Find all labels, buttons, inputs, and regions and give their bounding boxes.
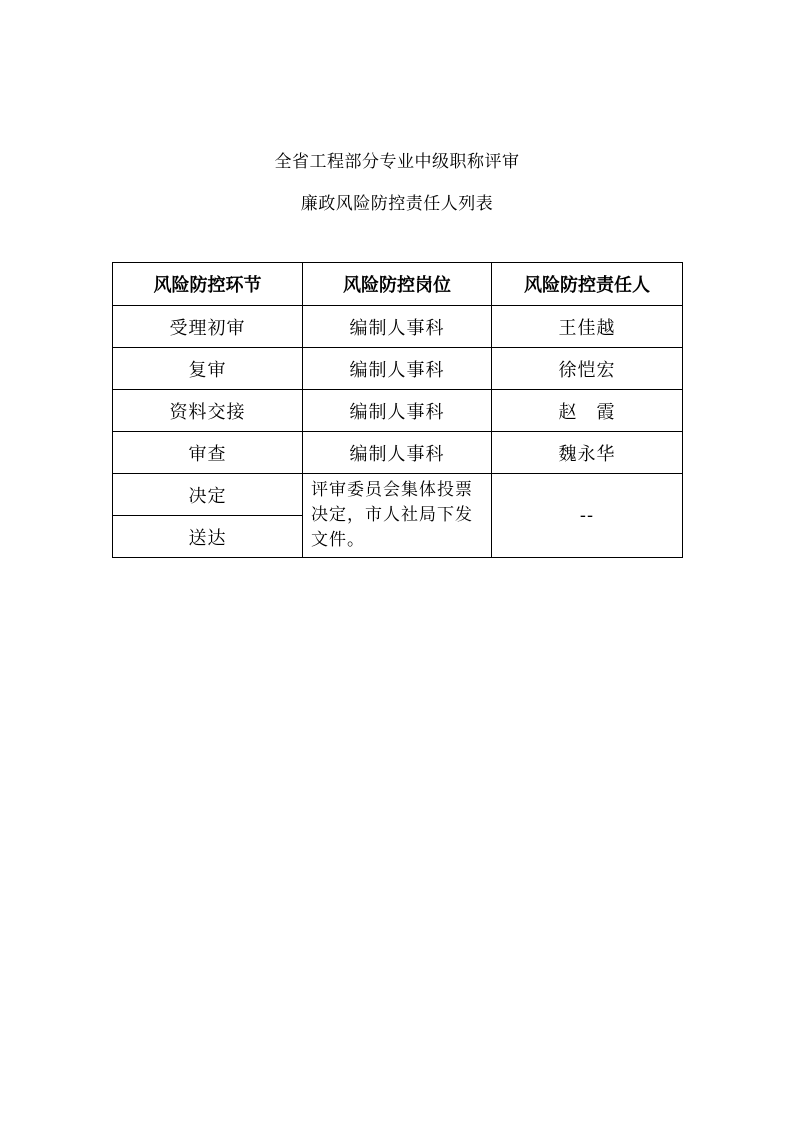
table-row: [113, 348, 683, 390]
table-row: [113, 432, 683, 474]
header-stage: 风险防控环节: [113, 263, 303, 306]
document-title-line2: 廉政风险防控责任人列表: [300, 194, 494, 214]
cell-stage: 审查: [113, 432, 303, 474]
table-header-row: [113, 263, 683, 306]
cell-position: 编制人事科: [303, 390, 492, 432]
cell-person: 赵 霞: [492, 390, 683, 432]
header-person: 风险防控责任人: [492, 263, 683, 306]
cell-merged-position: 评审委员会集体投票决定，市人社局下发文件。: [303, 474, 492, 558]
cell-stage: 受理初审: [113, 306, 303, 348]
table-row: [113, 306, 683, 348]
document-title-line1: 全省工程部分专业中级职称评审: [274, 152, 520, 172]
risk-control-table: [112, 262, 683, 558]
cell-person: 徐恺宏: [492, 348, 683, 390]
cell-stage: 资料交接: [113, 390, 303, 432]
cell-position: 编制人事科: [303, 432, 492, 474]
cell-stage: 复审: [113, 348, 303, 390]
cell-position: 编制人事科: [303, 306, 492, 348]
cell-position: 编制人事科: [303, 348, 492, 390]
table-row: [113, 474, 683, 516]
cell-person: 王佳越: [492, 306, 683, 348]
table-row: [113, 390, 683, 432]
cell-person: 魏永华: [492, 432, 683, 474]
cell-stage: 送达: [113, 516, 303, 558]
header-position: 风险防控岗位: [303, 263, 492, 306]
cell-merged-person: --: [492, 474, 683, 558]
cell-stage: 决定: [113, 474, 303, 516]
